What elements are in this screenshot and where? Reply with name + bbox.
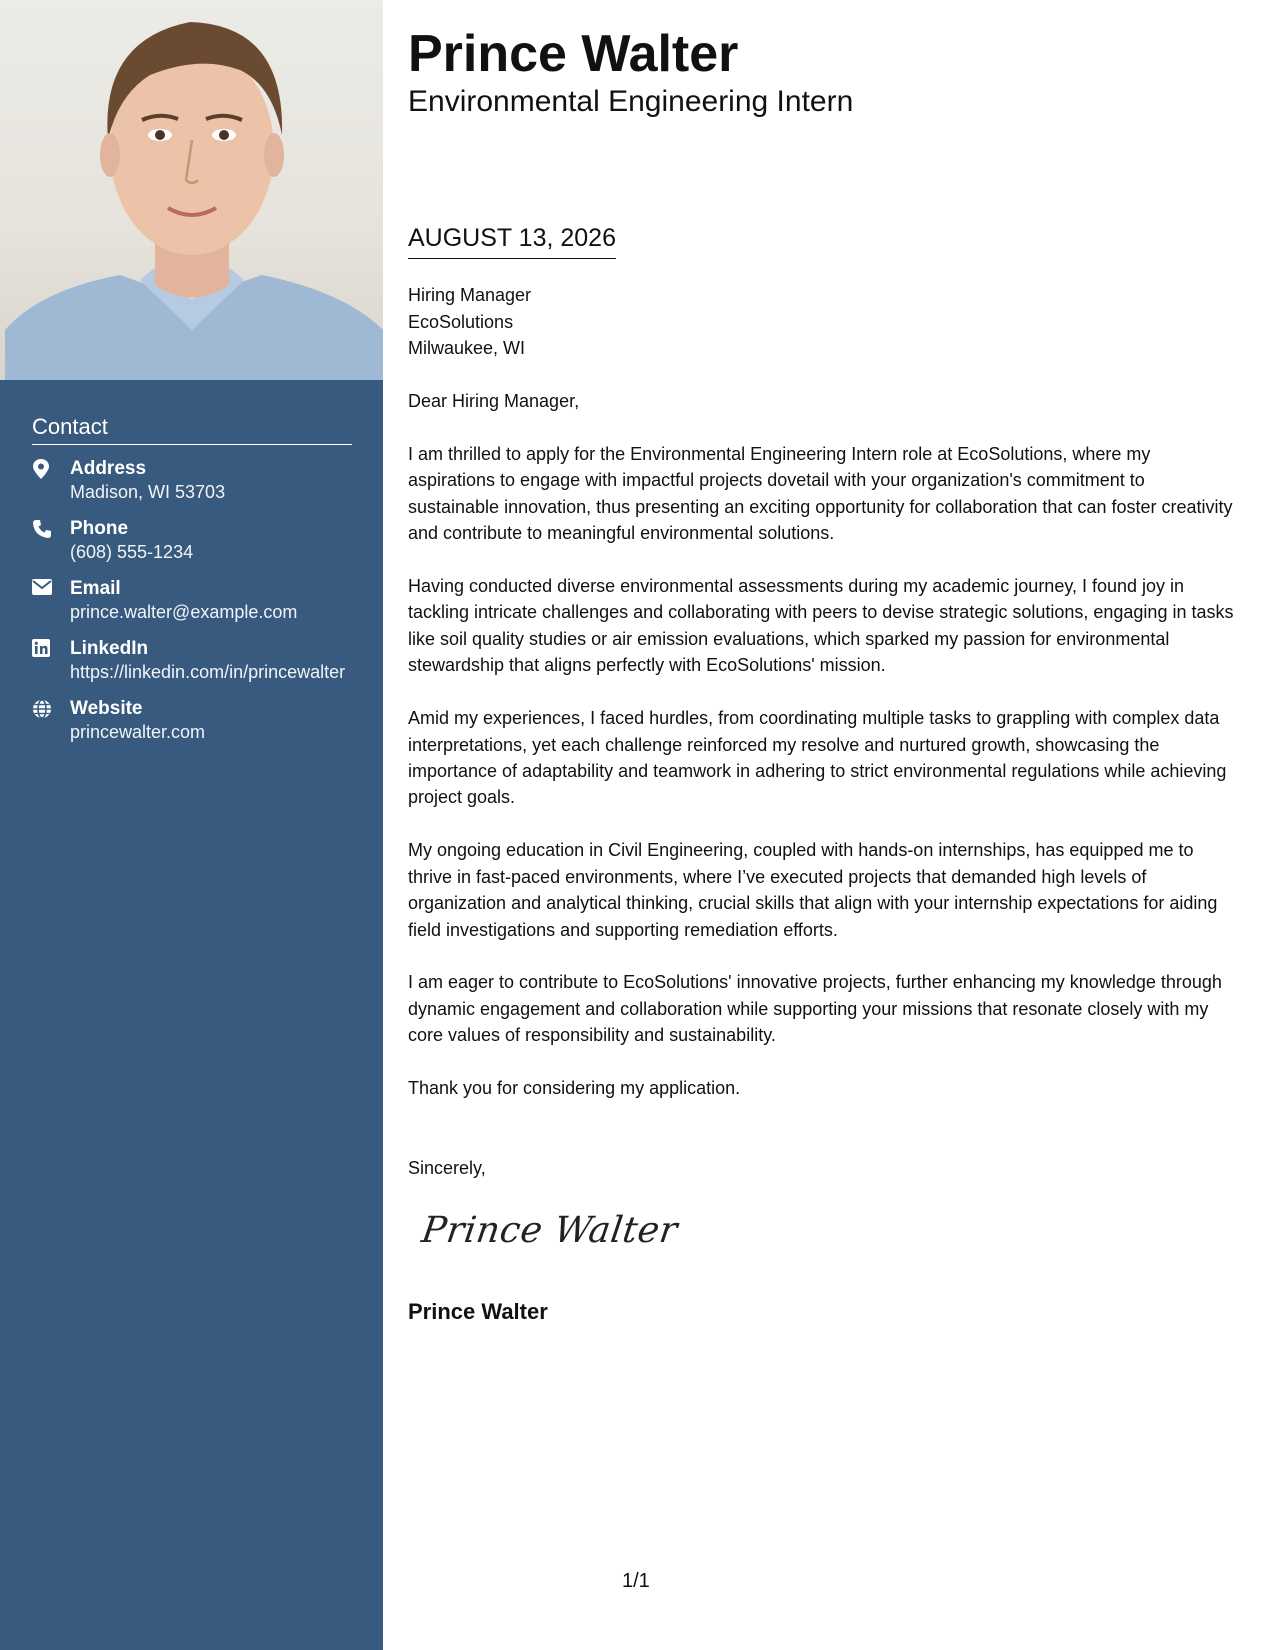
globe-icon [32,697,70,743]
linkedin-label: LinkedIn [70,638,149,659]
phone-label: Phone [70,518,129,539]
signer-name: Prince Walter [408,1299,548,1324]
paragraph: Having conducted diverse environmental assessments during my academic journey, I found joy in tackling intricate challenges and collaborating with peers to devise strategic solutions, engaging in tasks like soil quality studies or air emission evaluations, which sparked my passion for environmental stewardship that aligns perfectly with EcoSolutions' mission. [408,576,1234,676]
salutation: Dear Hiring Manager, [408,391,580,411]
contact-address [32,457,352,503]
paragraph: Thank you for considering my application. [408,1078,741,1099]
letter-date: AUGUST 13, 2026 [408,222,616,259]
paragraph: I am thrilled to apply for the Environmental Engineering Intern role at EcoSolutions, where my aspirations to engage with impactful projects dovetail with your organization's commitment to sustainable innovation, thus presenting an exciting opportunity for collaboration that can foster creativity and contribute to meaningful environmental solutions. [408,443,1233,544]
contact-heading: Contact [32,414,352,445]
handwritten-signature: Prince Walter [419,1210,681,1251]
location-pin-icon [32,457,70,503]
paragraph: I am eager to contribute to EcoSolutions' innovative projects, further enhancing my knowledge through dynamic engagement and collaboration while supporting your missions that resonate closely with my core values of responsibility and sustainability. [408,972,1222,1046]
profile-photo [0,0,383,380]
recipient-title: Hiring Manager [408,285,532,305]
contact-linkedin [32,637,352,683]
recipient-block [408,282,531,362]
page-number: 1/1 [622,1570,650,1592]
phone-icon [32,517,70,563]
phone-value: (608) 555-1234 [70,542,194,562]
contact-website [32,697,352,743]
email-value[interactable]: prince.walter@example.com [70,602,298,622]
closing: Sincerely, [408,1158,486,1178]
paragraph: My ongoing education in Civil Engineering, coupled with hands-on internships, has equipped me to thrive in fast-paced environments, where I’ve executed projects that demanded high levels of organization and analytical thinking, crucial skills that align with your internship expectations for aiding field investigations and supporting remediation efforts. [408,840,1218,940]
website-value[interactable]: princewalter.com [70,722,206,742]
contact-section [32,414,352,757]
website-label: Website [70,698,143,719]
address-value: Madison, WI 53703 [70,482,226,502]
recipient-company: EcoSolutions [408,311,514,332]
sidebar [0,0,383,1650]
linkedin-icon [32,637,70,683]
contact-email [32,577,352,623]
contact-phone [32,517,352,563]
applicant-name: Prince Walter [408,25,739,83]
email-label: Email [70,578,121,599]
linkedin-value[interactable]: https://linkedin.com/in/princewalter [70,662,346,682]
letter-body [408,388,1238,1128]
envelope-icon [32,577,70,623]
address-label: Address [70,458,147,479]
recipient-location: Milwaukee, WI [408,338,526,358]
applicant-role: Environmental Engineering Intern [408,85,854,118]
paragraph: Amid my experiences, I faced hurdles, from coordinating multiple tasks to grappling with complex data interpretations, yet each challenge reinforced my resolve and nurtured growth, showcasing the importance of adaptability and teamwork in adhering to strict environmental regulations while achieving project goals. [408,708,1227,808]
